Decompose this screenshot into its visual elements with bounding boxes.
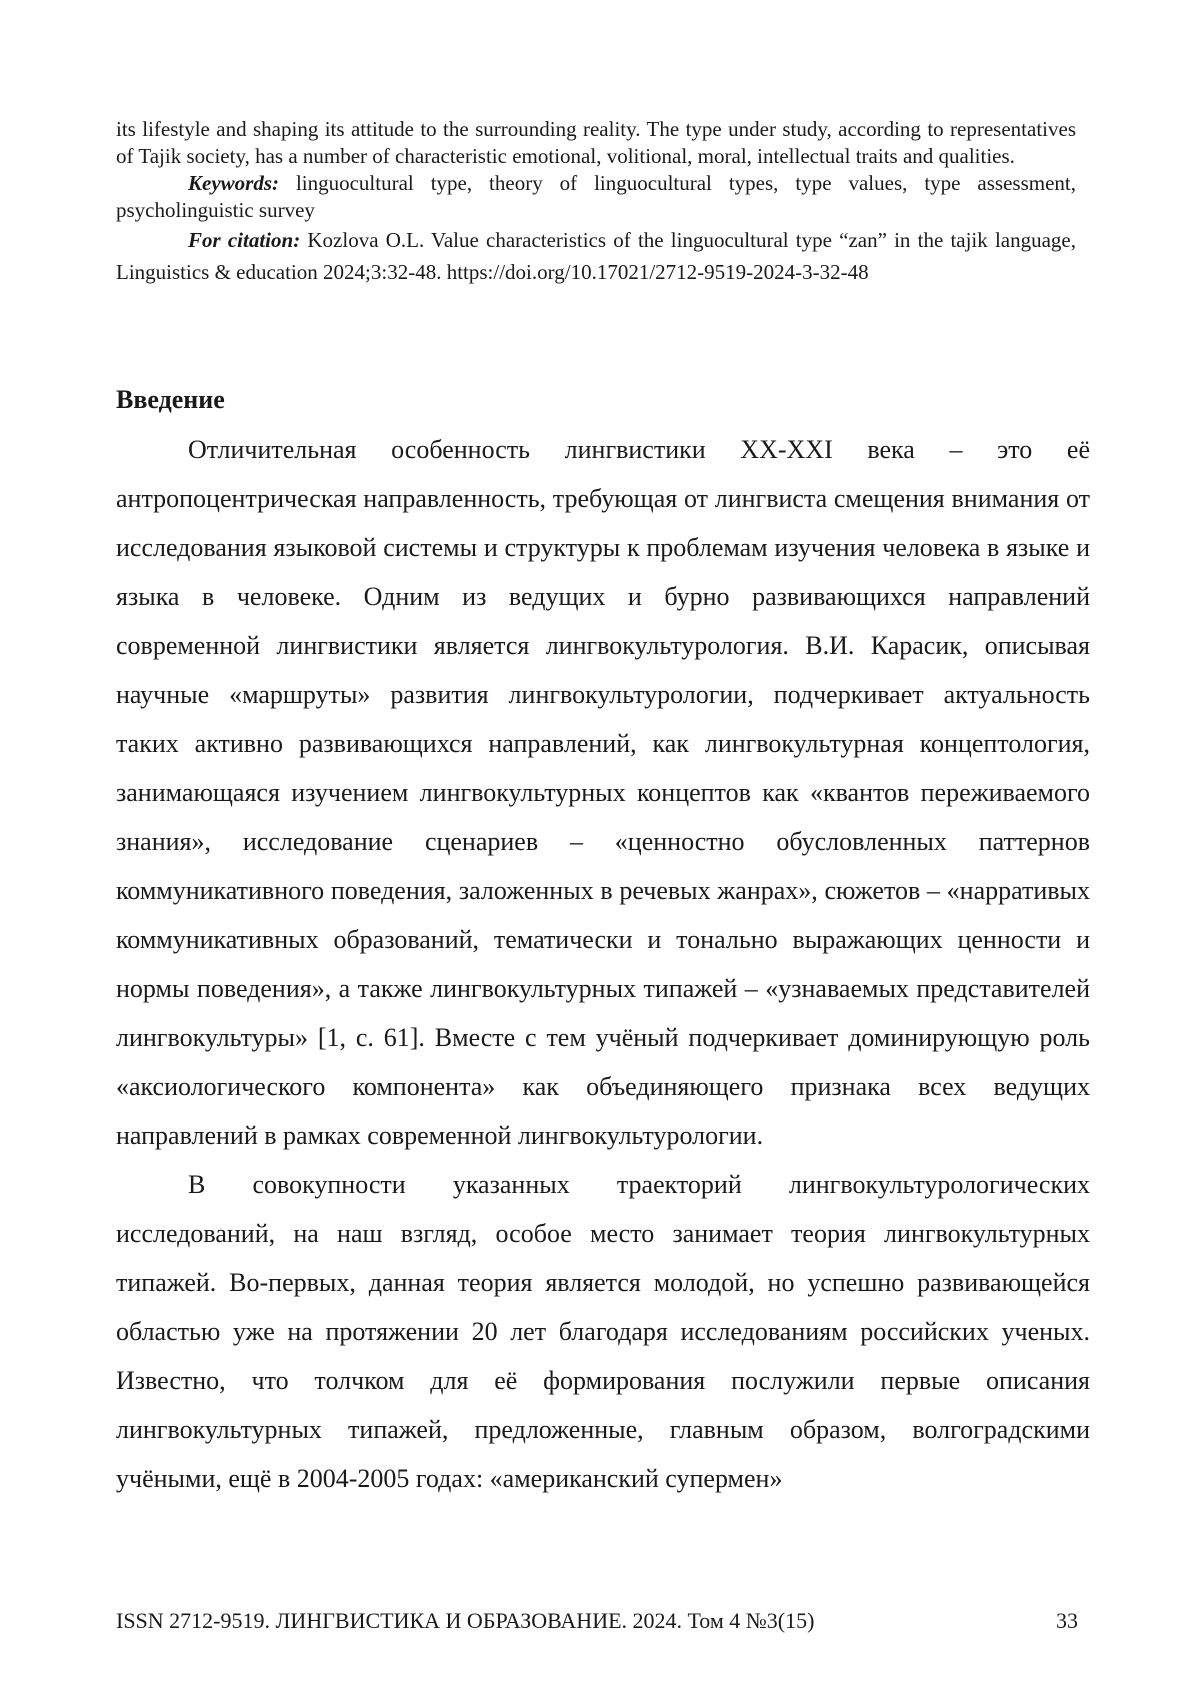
abstract-block: [116, 116, 1076, 288]
section-body: [116, 425, 1090, 1503]
keywords-text: linguocultural type, theory of linguocultural types, type values, type assessment, psycholinguistic survey: [116, 171, 1076, 222]
journal-info: ISSN 2712-9519. ЛИНГВИСТИКА И ОБРАЗОВАНИЕ. 2024. Том 4 №3(15): [116, 1608, 815, 1633]
keywords-line: [116, 170, 1076, 224]
body-paragraph: В совокупности указанных траекторий лингвокультурологических исследований, на наш взгляд, особое место занимает теория лингвокультурных типажей. Во-первых, данная теория является молодой, но успешно развивающейся областью уже на протяжении 20 лет благодаря исследованиям российских ученых. Известно, что толчком для её формирования послужили первые описания лингвокультурных типажей, предложенные, главным образом, волгоградскими учёными, ещё в 2004-2005 годах: «американский супермен»: [116, 1170, 1090, 1493]
body-paragraph: Отличительная особенность лингвистики XX-XXI века – это её антропоцентрическая направленность, требующая от лингвиста смещения внимания от исследования языковой системы и структуры к проблемам изучения человека в языке и языка в человеке. Одним из ведущих и бурно развивающихся направлений современной лингвистики является лингвокультурология. В.И. Карасик, описывая научные «маршруты» развития лингвокультурологии, подчеркивает актуальность таких активно развивающихся направлений, как лингвокультурная концептология, занимающаяся изучением лингвокультурных концептов как «квантов переживаемого знания», исследование сценариев – «ценностно обусловленных паттернов коммуникативного поведения, заложенных в речевых жанрах», сюжетов – «нарративых коммуникативных образований, тематически и тонально выражающих ценности и нормы поведения», а также лингвокультурных типажей – «узнаваемых представителей лингвокультуры» [1, с. 61]. Вместе с тем учёный подчеркивает доминирующую роль «аксиологического компонента» как объединяющего признака всех ведущих направлений в рамках современной лингвокультурологии.: [116, 435, 1090, 1150]
citation-line: [116, 224, 1076, 288]
citation-text: Kozlova O.L. Value characteristics of the linguocultural type “zan” in the tajik language, Linguistics & education 2024;3:32-48. https://doi.org/10.17021/2712-9519-2024-3-32-48: [116, 228, 1077, 284]
page-number: 33: [1056, 1608, 1078, 1633]
citation-label: For citation:: [188, 228, 301, 252]
keywords-label: Keywords:: [188, 171, 279, 195]
abstract-continuation: its lifestyle and shaping its attitude to the surrounding reality. The type under study, according to representatives of Tajik society, has a number of characteristic emotional, volitional, moral, intellectual traits and qualities.: [116, 117, 1076, 168]
section-heading: Введение: [116, 385, 225, 414]
